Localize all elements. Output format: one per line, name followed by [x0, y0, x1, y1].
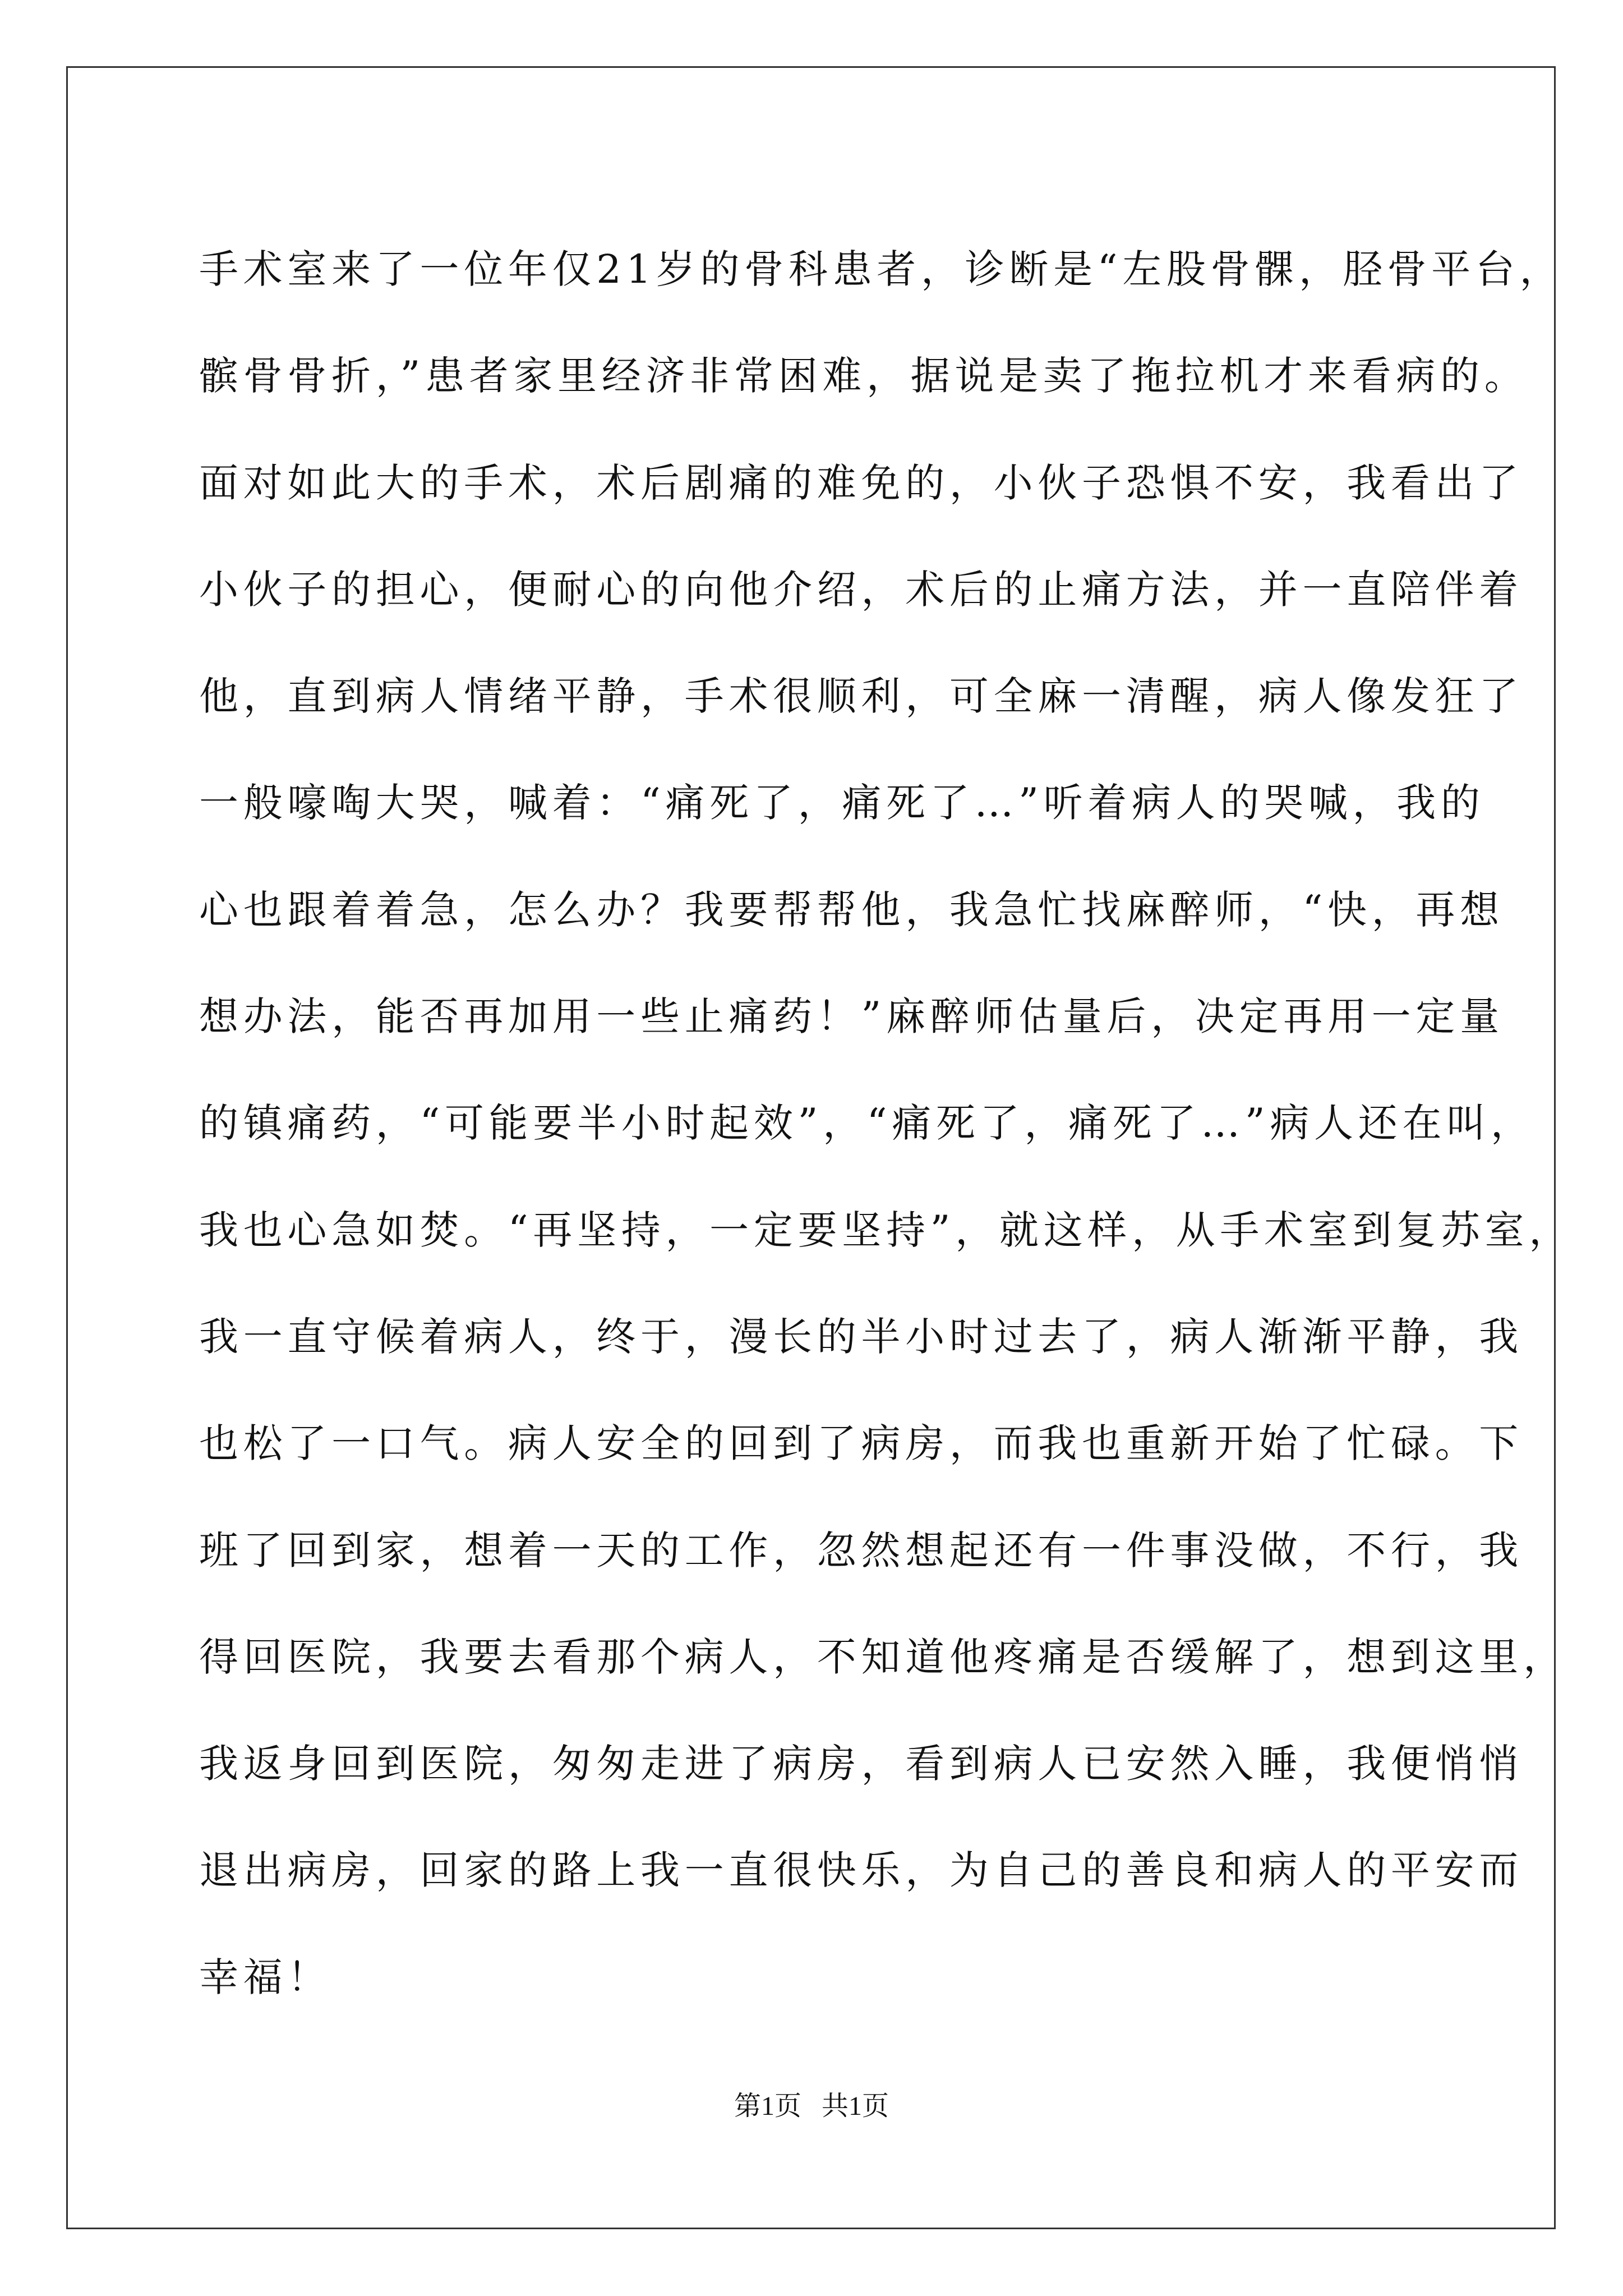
text-line: 手术室来了一位年仅21岁的骨科患者，诊断是“左股骨髁，胫骨平台， — [199, 246, 1564, 292]
text-line: 小伙子的担心，便耐心的向他介绍，术后的止痛方法，并一直陪伴着 — [199, 566, 1523, 613]
text-line: 想办法，能否再加用一些止痛药！”麻醉师估量后，决定再用一定量 — [199, 993, 1504, 1040]
text-line: 一般嚎啕大哭，喊着：“痛死了，痛死了…”听着病人的哭喊，我的 — [199, 780, 1485, 826]
text-line: 得回医院，我要去看那个病人，不知道他疼痛是否缓解了，想到这里， — [199, 1634, 1567, 1680]
text-line: 也松了一口气。病人安全的回到了病房，而我也重新开始了忙碌。下 — [199, 1420, 1523, 1467]
text-line: 我也心急如焚。“再坚持，一定要坚持”，就这样，从手术室到复苏室， — [199, 1207, 1573, 1253]
text-line: 我返身回到医院，匆匆走进了病房，看到病人已安然入睡，我便悄悄 — [199, 1741, 1523, 1787]
text-line: 班了回到家，想着一天的工作，忽然想起还有一件事没做，不行，我 — [199, 1527, 1523, 1573]
text-line: 我一直守候着病人，终于，漫长的半小时过去了，病人渐渐平静，我 — [199, 1313, 1523, 1360]
body-text — [199, 216, 1573, 2031]
text-line: 心也跟着着急，怎么办？我要帮帮他，我急忙找麻醉师，“快，再想 — [199, 886, 1504, 933]
text-line: 他，直到病人情绪平静，手术很顺利，可全麻一清醒，病人像发狂了 — [199, 673, 1523, 720]
text-line: 的镇痛药，“可能要半小时起效”，“痛死了，痛死了…”病人还在叫， — [199, 1100, 1535, 1147]
page-number-footer: 第1页 共1页 — [734, 2091, 889, 2121]
text-line: 退出病房，回家的路上我一直很快乐，为自己的善良和病人的平安而 — [199, 1847, 1523, 1894]
text-line: 幸福！ — [199, 1954, 332, 2000]
text-line: 髌骨骨折，”患者家里经济非常困难，据说是卖了拖拉机才来看病的。 — [199, 353, 1529, 399]
text-line: 面对如此大的手术，术后剧痛的难免的，小伙子恐惧不安，我看出了 — [199, 459, 1523, 506]
